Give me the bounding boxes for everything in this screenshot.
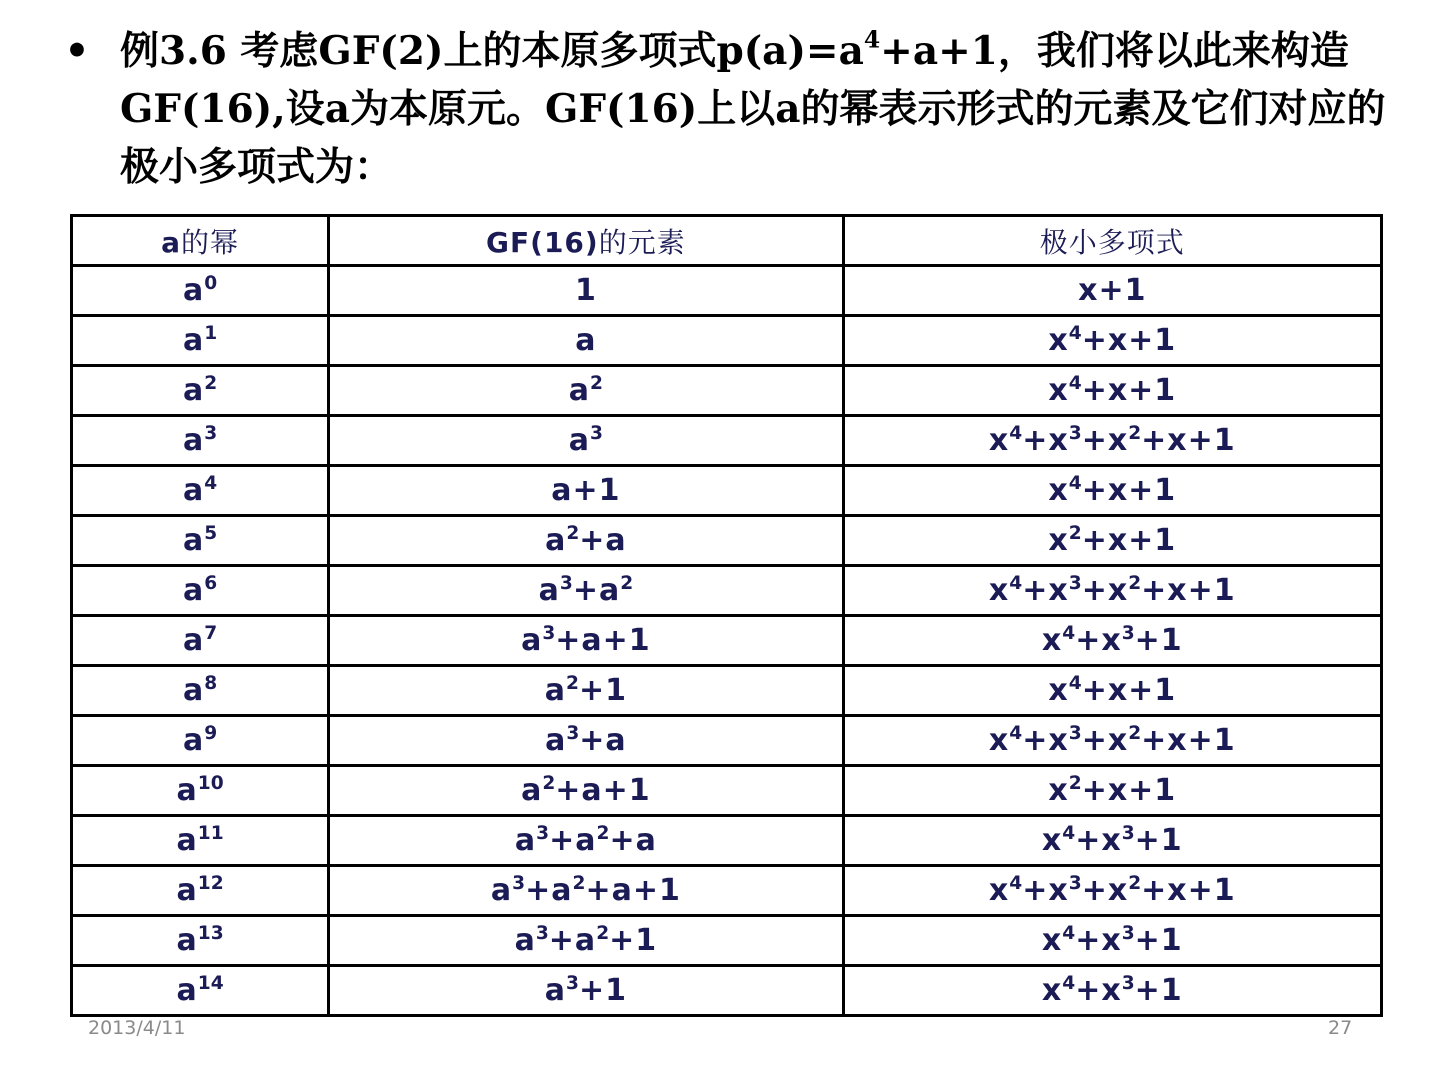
term-text: +x+1 [1081, 523, 1177, 558]
exponent: 4 [1009, 722, 1023, 744]
power-exponent: 0 [204, 272, 218, 294]
term-text: +1 [1134, 923, 1183, 958]
power-cell [72, 416, 329, 466]
element-cell [329, 716, 843, 766]
term-text: a+1 [551, 473, 621, 508]
power-cell [72, 516, 329, 566]
intro-text-exponent: 4 [863, 25, 881, 54]
term-text: +x [1022, 723, 1069, 758]
element-cell [329, 916, 843, 966]
minpoly-cell [843, 416, 1381, 466]
term-text: +x [1075, 923, 1122, 958]
minpoly-cell [843, 466, 1381, 516]
power-cell [72, 566, 329, 616]
element-cell [329, 266, 843, 316]
term-text: +x+1 [1141, 873, 1236, 908]
term-text: +x+1 [1141, 573, 1236, 608]
power-cell [72, 466, 329, 516]
exponent: 2 [620, 572, 634, 594]
exponent: 2 [1128, 872, 1142, 894]
power-base: a [176, 873, 198, 908]
exponent: 3 [1068, 722, 1082, 744]
term-text: +1 [1134, 623, 1183, 658]
power-base: a [182, 473, 205, 508]
term-text: +1 [578, 973, 627, 1008]
term-text: +a [609, 823, 657, 858]
term-text: a [545, 523, 567, 558]
power-cell [72, 816, 329, 866]
element-cell [329, 516, 843, 566]
term-text: +a+1 [555, 773, 651, 808]
term-text: a [521, 773, 543, 808]
exponent: 2 [542, 772, 556, 794]
bullet-icon: • [64, 28, 90, 74]
header-element [329, 216, 843, 266]
exponent: 2 [596, 922, 610, 944]
term-text: x+1 [1078, 273, 1147, 308]
term-text: +1 [1134, 973, 1183, 1008]
intro-paragraph [62, 22, 1392, 196]
term-text: x [1048, 373, 1069, 408]
exponent: 4 [1068, 322, 1082, 344]
exponent: 3 [1121, 822, 1135, 844]
minpoly-cell [843, 266, 1381, 316]
power-base: a [176, 823, 198, 858]
power-exponent: 13 [197, 922, 224, 944]
power-base: a [182, 673, 205, 708]
table-header-row [72, 216, 1382, 266]
power-exponent: 10 [197, 772, 224, 794]
table-body [72, 266, 1382, 1016]
term-text: x [1048, 773, 1069, 808]
header-power-label: 的幂 [181, 225, 240, 259]
minpoly-cell [843, 916, 1381, 966]
exponent: 3 [1121, 622, 1135, 644]
exponent: 2 [566, 522, 580, 544]
exponent: 3 [1121, 972, 1135, 994]
power-exponent: 6 [204, 572, 218, 594]
term-text: x [1048, 473, 1069, 508]
exponent: 4 [1062, 622, 1076, 644]
term-text: a [544, 673, 567, 708]
term-text: +a [572, 573, 621, 608]
minpoly-cell [843, 766, 1381, 816]
exponent: 2 [590, 372, 603, 394]
footer-date: 2013/4/11 [88, 1017, 186, 1039]
term-text: a [514, 923, 536, 958]
power-exponent: 2 [204, 372, 218, 394]
header-power [72, 216, 329, 266]
exponent: 3 [512, 872, 526, 894]
header-element-gf: GF(16) [486, 225, 599, 259]
minpoly-cell [843, 616, 1381, 666]
exponent: 2 [1128, 722, 1142, 744]
term-text: +x [1081, 873, 1129, 908]
power-base: a [182, 323, 205, 358]
table-row [72, 366, 1382, 416]
term-text: +a [548, 923, 597, 958]
power-exponent: 11 [197, 822, 224, 844]
header-minpoly [843, 216, 1381, 266]
term-text: +x [1081, 423, 1129, 458]
term-text: +a [579, 723, 627, 758]
term-text: +x [1075, 823, 1122, 858]
minpoly-cell [843, 716, 1381, 766]
power-cell [72, 716, 329, 766]
element-cell [329, 966, 843, 1016]
exponent: 3 [536, 822, 550, 844]
minpoly-cell [843, 516, 1381, 566]
minpoly-cell [843, 966, 1381, 1016]
exponent: 2 [572, 872, 586, 894]
exponent: 3 [542, 622, 556, 644]
minpoly-cell [843, 316, 1381, 366]
term-text: +a+1 [555, 623, 651, 658]
minpoly-cell [843, 366, 1381, 416]
exponent: 2 [1068, 772, 1082, 794]
term-text: +x [1022, 573, 1069, 608]
term-text: a [490, 873, 513, 908]
table-row [72, 616, 1382, 666]
term-text: +a [549, 823, 597, 858]
term-text: +x [1081, 723, 1129, 758]
exponent: 2 [1068, 522, 1082, 544]
element-cell [329, 866, 843, 916]
exponent: 4 [1062, 972, 1076, 994]
table-row [72, 666, 1382, 716]
gf16-table [70, 214, 1383, 1017]
exponent: 4 [1068, 372, 1082, 394]
term-text: +a+1 [585, 873, 681, 908]
table-row [72, 416, 1382, 466]
table-row [72, 866, 1382, 916]
power-cell [72, 916, 329, 966]
term-text: x [1041, 823, 1063, 858]
header-power-a: a [161, 225, 182, 259]
term-text: +x+1 [1081, 373, 1177, 408]
power-exponent: 8 [204, 672, 218, 694]
power-base: a [182, 273, 205, 308]
term-text: +x+1 [1081, 323, 1177, 358]
term-text: x [1041, 623, 1063, 658]
minpoly-cell [843, 866, 1381, 916]
intro-text-part2: +a+1，我们将以此来构造GF(16),设a为本原元。GF(16)上以a的幂表示形式的元素及它们对应的极小多项式为： [120, 28, 1386, 190]
exponent: 3 [559, 572, 573, 594]
power-base: a [176, 923, 198, 958]
term-text: x [1048, 523, 1069, 558]
term-text: +x+1 [1081, 473, 1177, 508]
term-text: +x [1081, 573, 1129, 608]
power-cell [72, 966, 329, 1016]
element-cell [329, 566, 843, 616]
power-base: a [176, 773, 198, 808]
power-exponent: 14 [197, 972, 224, 994]
power-cell [72, 666, 329, 716]
exponent: 4 [1009, 422, 1023, 444]
term-text: x [1048, 673, 1069, 708]
power-base: a [182, 423, 205, 458]
term-text: x [988, 573, 1010, 608]
power-exponent: 7 [204, 622, 218, 644]
term-text: +x+1 [1141, 423, 1236, 458]
table-row [72, 966, 1382, 1016]
term-text: +a [525, 873, 573, 908]
table-row [72, 266, 1382, 316]
term-text: +x+1 [1081, 673, 1177, 708]
element-cell [329, 466, 843, 516]
power-cell [72, 866, 329, 916]
term-text: +x [1075, 623, 1122, 658]
term-text: +x [1075, 973, 1122, 1008]
term-text: x [988, 723, 1010, 758]
power-exponent: 1 [204, 322, 218, 344]
power-base: a [182, 523, 205, 558]
intro-text-part1: 例3.6 考虑GF(2)上的本原多项式p(a)=a [120, 28, 864, 74]
element-cell [329, 366, 843, 416]
table-row [72, 466, 1382, 516]
power-exponent: 5 [204, 522, 218, 544]
term-text: +1 [578, 673, 627, 708]
power-cell [72, 366, 329, 416]
exponent: 3 [590, 422, 603, 444]
power-base: a [176, 973, 198, 1008]
header-minpoly-label: 极小多项式 [1039, 225, 1185, 259]
term-text: +x+1 [1081, 773, 1177, 808]
exponent: 2 [1128, 572, 1142, 594]
exponent: 3 [1068, 572, 1082, 594]
term-text: +a [579, 523, 627, 558]
exponent: 4 [1062, 922, 1076, 944]
page-number: 27 [1328, 1017, 1353, 1039]
table-row [72, 566, 1382, 616]
term-text: x [1041, 973, 1063, 1008]
table-row [72, 716, 1382, 766]
exponent: 3 [1121, 922, 1135, 944]
element-cell [329, 616, 843, 666]
term-text: a [568, 373, 591, 408]
power-base: a [182, 573, 205, 608]
term-text: a [575, 323, 597, 358]
term-text: x [1041, 923, 1063, 958]
power-base: a [182, 373, 205, 408]
element-cell [329, 766, 843, 816]
exponent: 2 [1128, 422, 1142, 444]
exponent: 4 [1068, 472, 1082, 494]
exponent: 4 [1062, 822, 1076, 844]
power-cell [72, 766, 329, 816]
intro-text [120, 22, 1392, 196]
power-cell [72, 266, 329, 316]
table-row [72, 516, 1382, 566]
power-cell [72, 616, 329, 666]
exponent: 4 [1009, 572, 1023, 594]
term-text: x [1048, 323, 1069, 358]
minpoly-cell [843, 666, 1381, 716]
term-text: x [988, 873, 1010, 908]
term-text: a [514, 823, 537, 858]
exponent: 3 [566, 972, 579, 994]
exponent: 4 [1009, 872, 1023, 894]
power-exponent: 3 [204, 422, 218, 444]
term-text: a [521, 623, 543, 658]
table-row [72, 916, 1382, 966]
table-row [72, 766, 1382, 816]
exponent: 3 [535, 922, 549, 944]
power-exponent: 9 [204, 722, 218, 744]
power-base: a [182, 623, 205, 658]
exponent: 2 [596, 822, 610, 844]
term-text: a [568, 423, 591, 458]
term-text: 1 [574, 273, 597, 308]
term-text: a [545, 723, 567, 758]
term-text: +x+1 [1141, 723, 1236, 758]
exponent: 4 [1068, 672, 1082, 694]
exponent: 3 [1068, 422, 1082, 444]
exponent: 2 [566, 672, 579, 694]
exponent: 3 [566, 722, 580, 744]
element-cell [329, 416, 843, 466]
term-text: a [544, 973, 567, 1008]
exponent: 3 [1068, 872, 1082, 894]
term-text: +1 [609, 923, 658, 958]
table-row [72, 316, 1382, 366]
table-row [72, 816, 1382, 866]
power-base: a [182, 723, 205, 758]
element-cell [329, 316, 843, 366]
term-text: +1 [1134, 823, 1183, 858]
term-text: +x [1022, 423, 1069, 458]
term-text: a [538, 573, 560, 608]
header-element-label: 的元素 [598, 225, 686, 259]
minpoly-cell [843, 816, 1381, 866]
element-cell [329, 816, 843, 866]
minpoly-cell [843, 566, 1381, 616]
power-exponent: 12 [197, 872, 224, 894]
element-cell [329, 666, 843, 716]
term-text: x [988, 423, 1010, 458]
term-text: +x [1022, 873, 1069, 908]
power-cell [72, 316, 329, 366]
power-exponent: 4 [204, 472, 218, 494]
